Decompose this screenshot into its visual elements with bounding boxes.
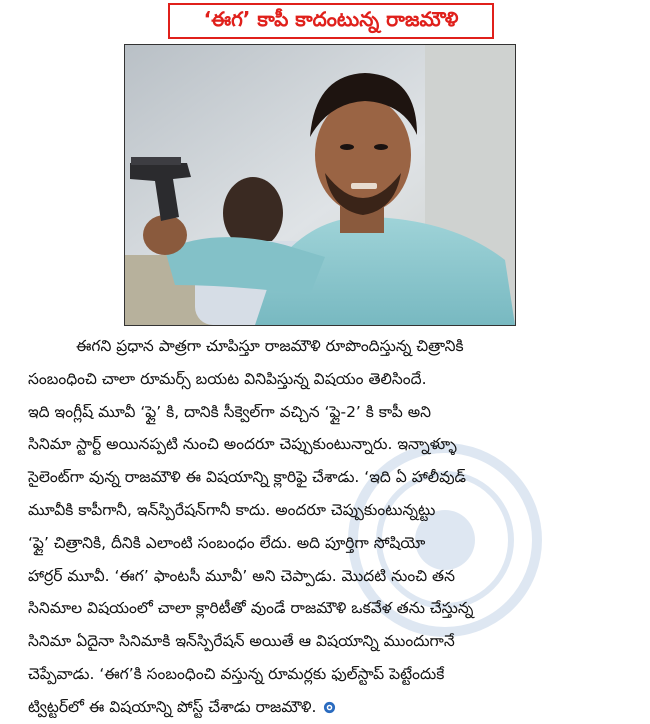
article-line: చెప్పేవాడు. ‘ఈగ’కి సంబంధించి వస్తున్న రూమర్లకు ఫుల్‌స్టాప్ పెట్టేందుకే — [28, 664, 445, 683]
headline-box — [168, 3, 494, 39]
article-line: హార్రర్ మూవీ. ‘ఈగ’ ఫాంటసీ మూవీ’ అని చెప్పాడు. మొదటి నుంచి తన — [28, 566, 455, 585]
article-line: సినిమాల విషయంలో చాలా క్లారిటీతో వుండే రాజమౌళి ఒకవేళ తను చేస్తున్న — [28, 599, 474, 618]
headline: ‘ఈగ’ కాపీ కాదంటున్న రాజమౌళి — [203, 6, 459, 31]
person-with-gun-photo — [125, 45, 515, 325]
article-line: ఇది ఇంగ్లీష్ మూవీ ‘ఫ్లై’ కి, దానికి సీక్వెల్‌గా వచ్చిన ‘ఫ్లై-2’ కి కాపీ అని — [28, 402, 431, 421]
article-line: ఈగని ప్రధాన పాత్రగా చూపిస్తూ రాజమౌళి రూపొందిస్తున్న చిత్రానికి — [76, 337, 464, 355]
article-end-icon — [323, 701, 336, 714]
article-photo — [124, 44, 516, 326]
article-line: సినిమా ఏదైనా సినిమాకి ఇన్‌స్పిరేషన్ అయితే ఆ విషయాన్ని ముందుగానే — [28, 632, 455, 651]
article-line: సంబంధించి చాలా రూమర్స్ బయట వినిపిస్తున్న విషయం తెలిసిందే. — [28, 369, 427, 388]
article-line-text: ట్విట్టర్‌లో ఈ విషయాన్ని పోస్ట్ చేశాడు రాజమౌళి. — [28, 697, 317, 716]
article-last-line — [28, 691, 638, 724]
article-line: సైలెంట్‌గా వున్న రాజమౌళి ఈ విషయాన్ని క్లారిఫై చేశాడు. ‘ఇది ఏ హాలీవుడ్ — [28, 468, 467, 487]
article-line: మూవీకి కాపీగానీ, ఇన్‌స్పిరేషన్‌గానీ కాదు. అందరూ చెప్పుకుంటున్నట్టు — [28, 500, 436, 519]
article-body — [28, 330, 638, 724]
article-line: సినిమా స్టార్ట్ అయినప్పటి నుంచి అందరూ చెప్పుకుంటున్నారు. ఇన్నాళ్ళూ — [28, 435, 457, 454]
article-line: ‘ఫ్లై’ చిత్రానికి, దీనికి ఎలాంటి సంబంధం లేదు. అది పూర్తిగా సోషియో — [28, 533, 426, 552]
